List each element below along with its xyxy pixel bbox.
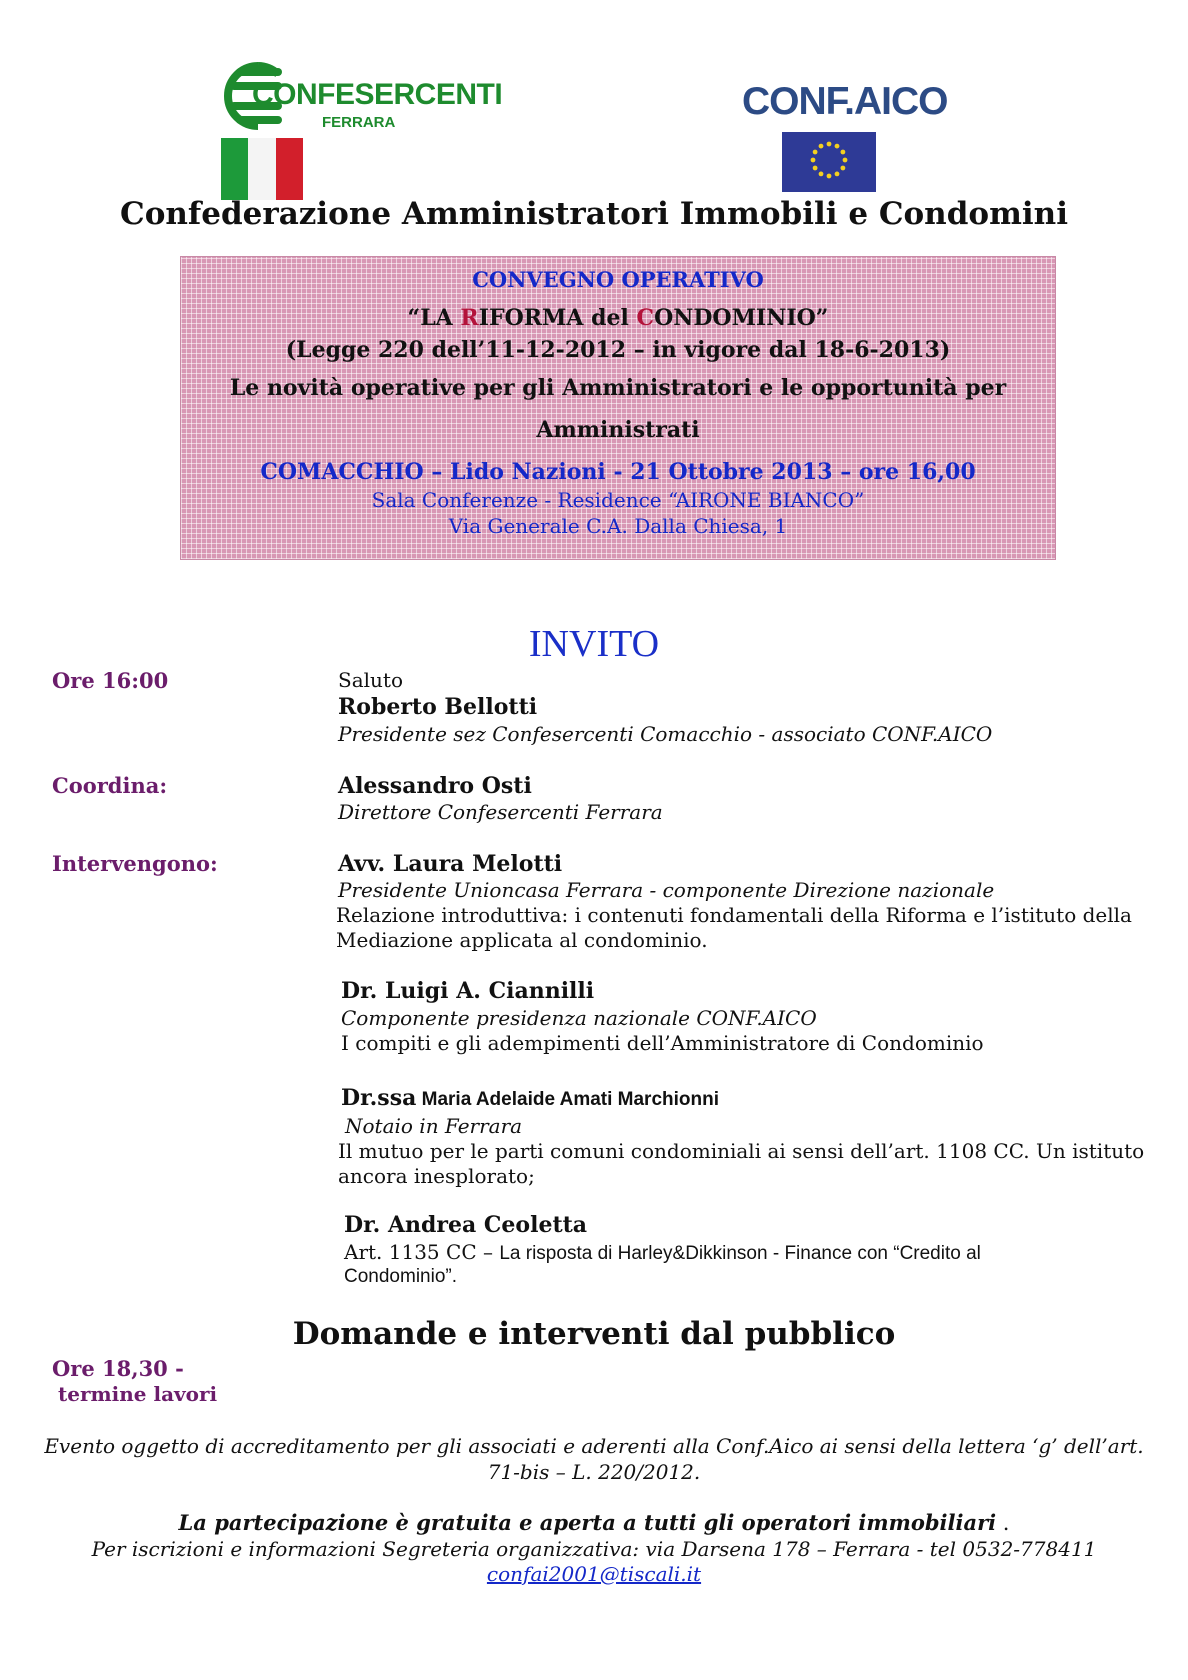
speaker-role: Notaio in Ferrara (345, 1114, 523, 1138)
speaker-topic: ancora inesplorato; (338, 1164, 535, 1188)
saluto-role: Presidente sez Confesercenti Comacchio - associato CONF.AICO (338, 722, 993, 746)
invito-heading: INVITO (528, 623, 660, 665)
italy-flag-icon (221, 138, 303, 200)
banner-title: “LA RIFORMA del CONDOMINIO” (407, 305, 829, 331)
registration-info: Per iscrizioni e informazioni Segreteria organizzativa: via Darsena 178 – Ferrara - tel 0532-778411 (91, 1537, 1097, 1561)
accreditation-line2: 71-bis – L. 220/2012. (487, 1460, 701, 1484)
banner-subtitle-line1: Le novità operative per gli Amministratori e le opportunità per (229, 375, 1007, 401)
free-participation: La partecipazione è gratuita e aperta a tutti gli operatori immobiliari . (178, 1510, 1010, 1535)
speaker-topic: Relazione introduttiva: i contenuti fondamentali della Riforma e l’istituto della (336, 903, 1132, 927)
speaker-role: Componente presidenza nazionale CONF.AICO (341, 1006, 817, 1030)
coordina-role: Direttore Confesercenti Ferrara (338, 800, 663, 824)
accreditation-line1: Evento oggetto di accreditamento per gli associati e aderenti alla Conf.Aico ai sensi della lettera ‘g’ dell’art. (44, 1434, 1144, 1458)
speaker-name: Dr. Andrea Ceoletta (344, 1212, 588, 1238)
saluto-name: Roberto Bellotti (338, 694, 538, 720)
speaker-topic: Condominio”. (344, 1266, 457, 1287)
speaker-name: Avv. Laura Melotti (338, 851, 563, 877)
banner-subtitle-line2: Amministrati (536, 417, 700, 443)
confesercenti-logo-text: CONFESERCENTI (252, 78, 503, 111)
speaker-name: Dr.ssa Maria Adelaide Amati Marchionni (341, 1085, 719, 1111)
banner-event: COMACCHIO – Lido Nazioni - 21 Ottobre 2013 – ore 16,00 (260, 459, 976, 485)
closing-time: Ore 18,30 - (52, 1356, 184, 1381)
intervengono-label: Intervengono: (52, 851, 218, 876)
banner-law: (Legge 220 dell’11-12-2012 – in vigore dal 18-6-2013) (285, 337, 951, 363)
closing-text: termine lavori (58, 1382, 218, 1406)
organization-title: Confederazione Amministratori Immobili e Condomini (120, 196, 1068, 232)
banner-address: Via Generale C.A. Dalla Chiesa, 1 (448, 514, 788, 538)
email-link[interactable]: confai2001@tiscali.it (486, 1562, 702, 1586)
program-time-label: Ore 16:00 (52, 668, 169, 693)
domande-heading: Domande e interventi dal pubblico (292, 1316, 896, 1352)
eu-flag-icon (782, 132, 876, 192)
saluto-text: Saluto (338, 668, 403, 692)
speaker-topic: I compiti e gli adempimenti dell’Amministratore di Condominio (341, 1031, 984, 1055)
confesercenti-logo-sub: FERRARA (322, 114, 396, 131)
coordina-label: Coordina: (52, 773, 168, 798)
speaker-role: Presidente Unioncasa Ferrara - componente Direzione nazionale (338, 878, 995, 902)
coordina-name: Alessandro Osti (338, 773, 532, 799)
email-link-row (0, 1562, 1188, 1586)
banner-heading: CONVEGNO OPERATIVO (472, 267, 764, 292)
speaker-topic: Il mutuo per le parti comuni condominiali ai sensi dell’art. 1108 CC. Un istituto (338, 1139, 1145, 1163)
speaker-topic: Art. 1135 CC – La risposta di Harley&Dikkinson - Finance con “Credito al (344, 1240, 981, 1264)
speaker-name: Dr. Luigi A. Ciannilli (341, 978, 595, 1004)
confaico-logo-text: CONF.AICO (742, 80, 948, 123)
banner-venue: Sala Conferenze - Residence “AIRONE BIANCO” (371, 488, 865, 512)
speaker-topic: Mediazione applicata al condominio. (336, 928, 708, 952)
event-banner (180, 256, 1056, 560)
